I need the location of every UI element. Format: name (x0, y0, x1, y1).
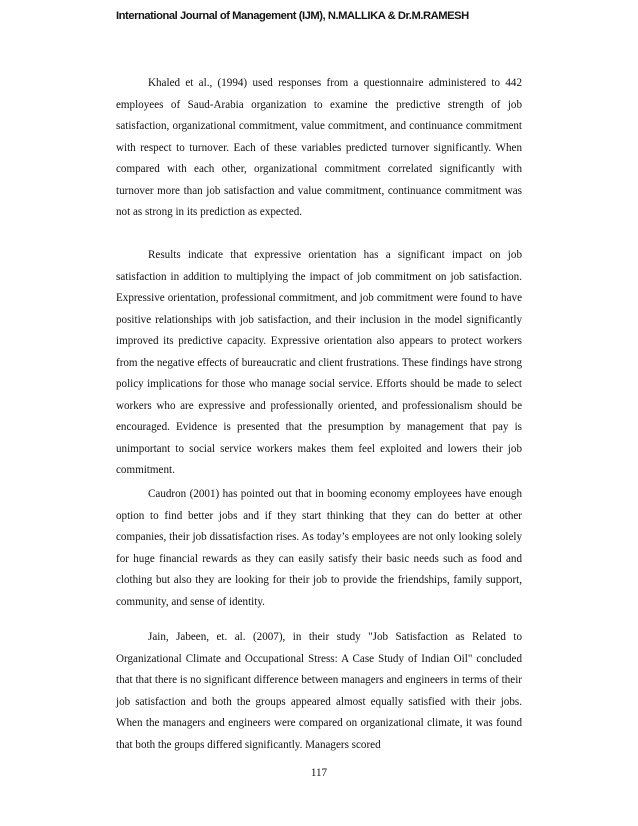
page-number: 117 (310, 767, 328, 779)
running-header: International Journal of Management (IJM), N.MALLIKA & Dr.M.RAMESH (116, 10, 469, 22)
paragraph-khaled: Khaled et al., (1994) used responses from a questionnaire administered to 442 employees of Saud-Arabia organization to examine the predictive strength of job satisfaction, organizational commitment, value commitment, and continuance commitment with respect to turnover. Each of these variables predicted turnover significantly. When compared with each other, organizational commitment correlated significantly with turnover more than job satisfaction and value commitment, continuance commitment was not as strong in its prediction as expected. (116, 77, 522, 218)
paragraph-caudron: Caudron (2001) has pointed out that in booming economy employees have enough option to find better jobs and if they start thinking that they can do better at other companies, their job dissatisfaction rises. As today’s employees are not only looking solely for huge financial rewards as they can easily satisfy their basic needs such as food and clothing but also they are looking for their job to provide the friendships, family support, community, and sense of identity. (116, 488, 522, 608)
paragraph-results: Results indicate that expressive orientation has a significant impact on job satisfaction in addition to multiplying the impact of job commitment on job satisfaction. Expressive orientation, professional commitment, and job commitment were found to have positive relationships with job satisfaction, and their inclusion in the model significantly improved its predictive capacity. Expressive orientation also appears to protect workers from the negative effects of bureaucratic and client frustrations. These findings have strong policy implications for those who manage social service. Efforts should be made to select workers who are expressive and professionally oriented, and professionalism should be encouraged. Evidence is presented that the presumption by management that pay is unimportant to social service workers makes them feel exploited and lowers their job commitment. (116, 249, 522, 476)
paragraph-jain: Jain, Jabeen, et. al. (2007), in their study "Job Satisfaction as Related to Organizational Climate and Occupational Stress: A Case Study of Indian Oil" concluded that that there is no significant difference between managers and engineers in terms of their job satisfaction and both the groups appeared almost equally satisfied with their jobs. When the managers and engineers were compared on organizational climate, it was found that both the groups differed significantly. Managers scored (116, 631, 522, 751)
